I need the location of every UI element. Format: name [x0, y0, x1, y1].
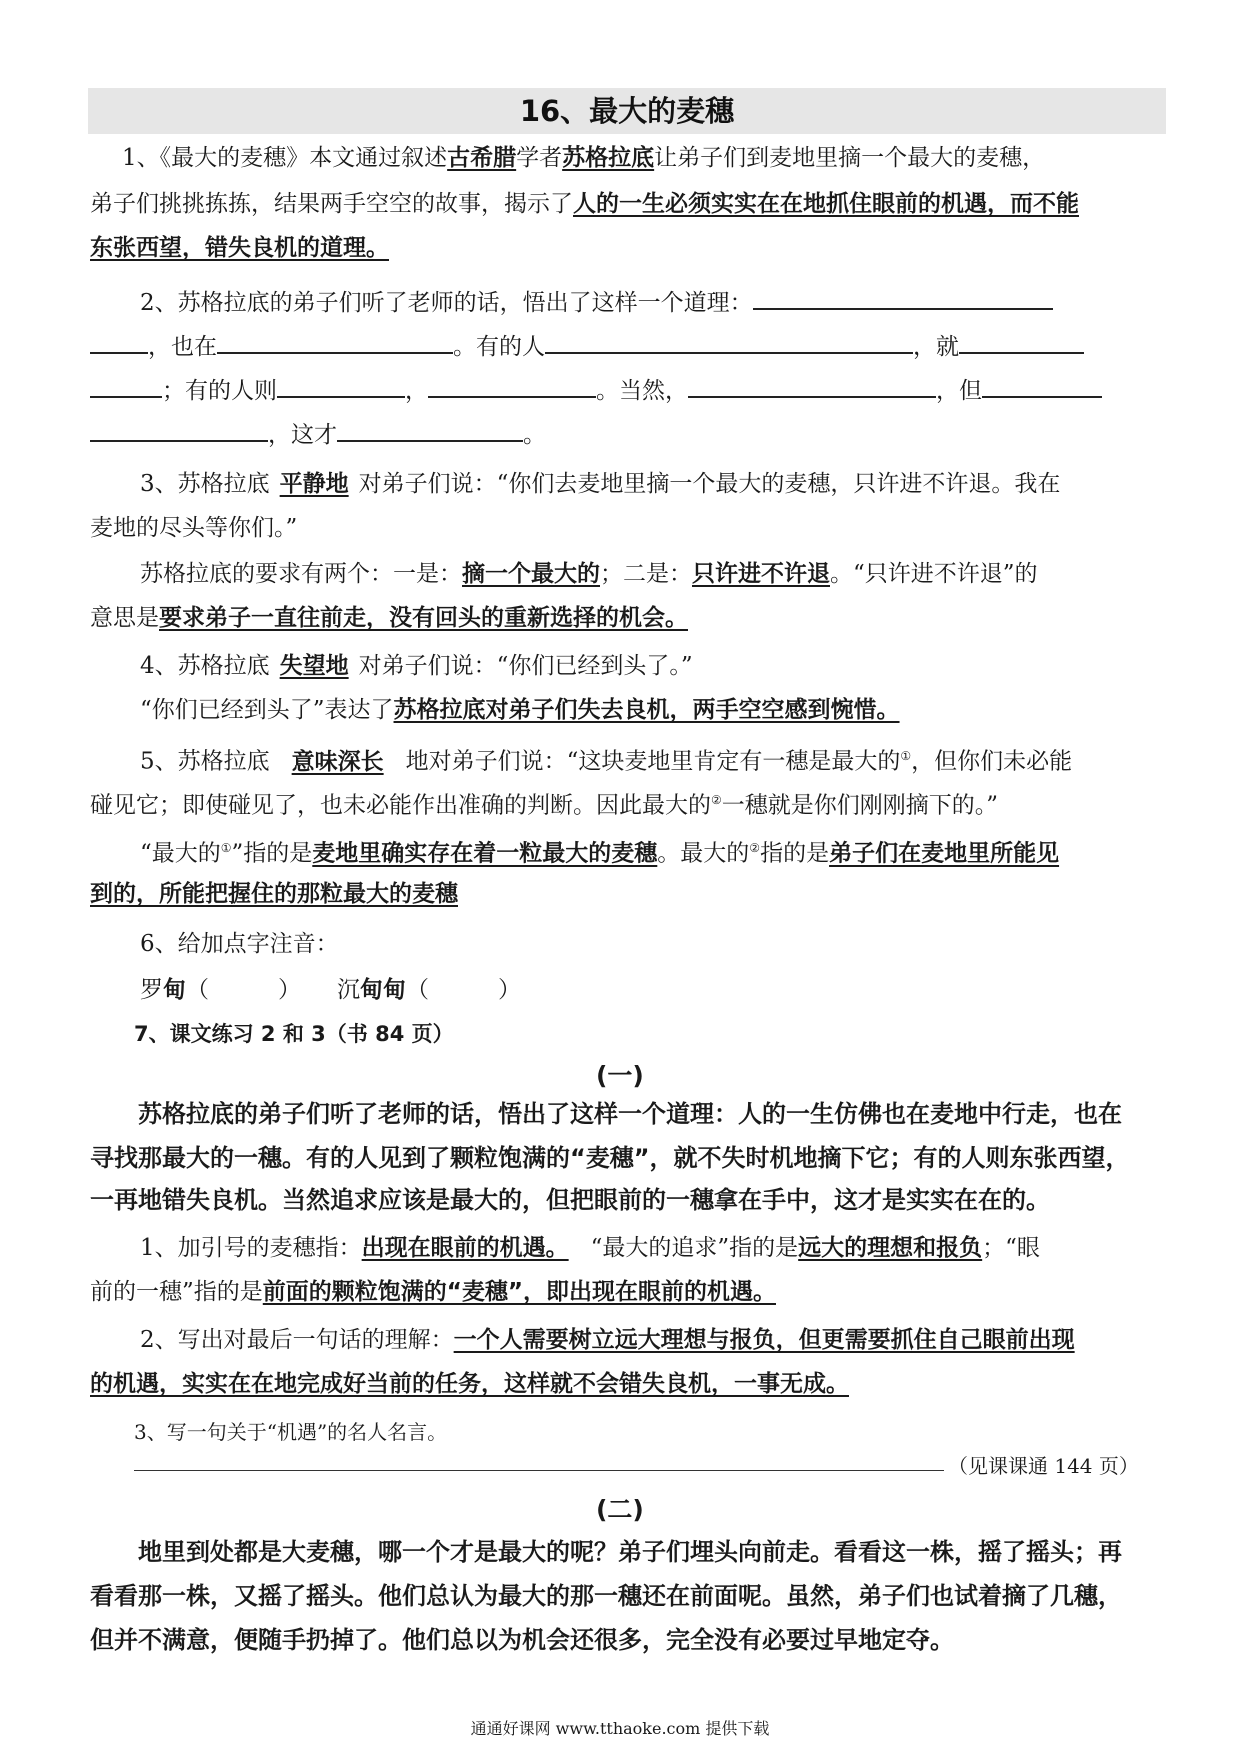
- answer-blank[interactable]: [959, 328, 1084, 354]
- q2-line-3: [90, 372, 1166, 409]
- answer-blank[interactable]: [90, 328, 148, 354]
- answer-blank[interactable]: [982, 372, 1102, 398]
- q3-answer-manner: 平静地: [279, 471, 349, 497]
- section-2-text-line: 看看那一株，又摇了摇头。他们总认为最大的那一穗还在前面呢。虽然，弟子们也试着摘了几穗，: [90, 1582, 1122, 1610]
- q6-word: 罗: [140, 977, 163, 1003]
- answer-blank[interactable]: [277, 372, 405, 398]
- answer-blank[interactable]: [688, 372, 936, 398]
- footnote-mark: ①: [220, 841, 232, 855]
- q3-text: 对弟子们说：“你们去麦地里摘一个最大的麦穗，只许进不许退。我在: [358, 471, 1061, 497]
- q5-text: “最大的: [140, 840, 221, 867]
- q2-line-4: [90, 416, 1166, 453]
- section-1-text-line: 一再地错失良机。当然追求应该是最大的，但把眼前的一穗拿在手中，这才是实实在在的。: [90, 1186, 1050, 1214]
- answer-blank[interactable]: [337, 416, 523, 442]
- s1-q2-answer-cont: 的机遇，实实在在地完成好当前的任务，这样就不会错失良机，一事无成。: [90, 1371, 849, 1397]
- q3-line-4: [90, 600, 1166, 636]
- s1-q1-text: 前的一穗”指的是: [90, 1279, 263, 1305]
- footnote-mark: ①: [900, 749, 912, 763]
- q5-text: 5、苏格拉底: [140, 748, 270, 775]
- q6-line-2: [140, 972, 1216, 1008]
- reference-note: （见课课通 144 页）: [948, 1454, 1139, 1478]
- answer-blank[interactable]: [90, 372, 162, 398]
- q3-answer-meaning: 要求弟子一直往前走，没有回头的重新选择的机会。: [159, 605, 688, 631]
- answer-blank[interactable]: [753, 284, 1053, 310]
- q1-line-2: [90, 186, 1166, 222]
- q6-dotted-char: 甸甸: [360, 977, 406, 1003]
- q2-text: ，这才: [268, 422, 337, 448]
- q3-answer-req1: 摘一个最大的: [462, 561, 600, 587]
- q6-word: 沉: [337, 977, 360, 1003]
- footnote-mark: ②: [711, 793, 722, 807]
- q4-line-2: [140, 692, 1216, 728]
- q2-text: 。有的人: [453, 334, 545, 360]
- q2-text: ，就: [913, 334, 959, 360]
- q6-text: 6、给加点字注音：: [140, 931, 339, 957]
- q5-answer-1: 麦地里确实存在着一粒最大的麦穗: [312, 840, 658, 867]
- q5-answer-2: 弟子们在麦地里所能见: [829, 840, 1060, 867]
- q3-line-1: [140, 466, 1216, 502]
- s1-q2-line-2: [90, 1366, 1166, 1402]
- footer-credit: 通通好课网 www.tthaoke.com 提供下载: [470, 1719, 770, 1738]
- q5-text: 。最大的: [657, 840, 750, 867]
- q5-text: 一穗就是你们刚刚摘下的。”: [721, 792, 999, 819]
- q5-line-1: [140, 738, 1216, 780]
- q3-text: 。“只许进不许退”的: [830, 561, 1038, 587]
- s1-q1-answer-1: 出现在眼前的机遇。: [361, 1235, 569, 1261]
- q2-text: 。: [523, 422, 546, 448]
- s1-q3-answer-line[interactable]: [134, 1470, 944, 1471]
- q1-text: 学者: [516, 145, 563, 171]
- q4-answer-manner: 失望地: [279, 653, 349, 679]
- title-bar: [88, 88, 1166, 134]
- q6-answer-paren[interactable]: （ ）: [186, 977, 301, 1003]
- q1-answer-socrates: 苏格拉底: [562, 145, 655, 171]
- s1-q2-answer: 一个人需要树立远大理想与报负，但更需要抓住自己眼前出现: [453, 1327, 1075, 1353]
- q2-text: 2、苏格拉底的弟子们听了老师的话，悟出了这样一个道理：: [140, 290, 753, 316]
- q4-answer-feeling: 苏格拉底对弟子们失去良机，两手空空感到惋惜。: [393, 697, 900, 723]
- page-title: 16、最大的麦穗: [519, 94, 735, 128]
- answer-blank[interactable]: [545, 328, 913, 354]
- q3-line-3: [140, 556, 1216, 592]
- q5-line-3: [140, 830, 1216, 872]
- q6-line-1: [140, 926, 1216, 962]
- section-1-heading: (一): [596, 1061, 644, 1090]
- section-2-text-line: 但并不满意，便随手扔掉了。他们总以为机会还很多，完全没有必要过早地定夺。: [90, 1626, 954, 1654]
- section-2-text-line: 地里到处都是大麦穗，哪一个才是最大的呢？弟子们埋头向前走。看看这一株，摇了摇头；再: [138, 1538, 1122, 1566]
- q5-answer-2-cont: 到的，所能把握住的那粒最大的麦穗: [90, 881, 458, 907]
- q2-line-1: [140, 284, 1216, 321]
- answer-blank[interactable]: [217, 328, 453, 354]
- q1-text: 弟子们挑挑拣拣，结果两手空空的故事，揭示了: [90, 191, 573, 217]
- s1-q1-line-1: [140, 1230, 1216, 1266]
- q1-answer-moral-cont: 东张西望，错失良机的道理。: [90, 235, 389, 261]
- s1-q3-text: 3、写一句关于“机遇”的名人名言。: [134, 1420, 448, 1444]
- q4-text: 对弟子们说：“你们已经到头了。”: [358, 653, 693, 679]
- q1-line-1: [122, 140, 1198, 176]
- q6-answer-paren[interactable]: （ ）: [406, 977, 521, 1003]
- q5-line-2: [90, 782, 1166, 824]
- q3-text: 3、苏格拉底: [140, 471, 270, 497]
- s1-q2-line-1: [140, 1322, 1216, 1358]
- q1-line-3: [90, 230, 1166, 266]
- q3-text: 意思是: [90, 605, 159, 631]
- s1-q2-text: 2、写出对最后一句话的理解：: [140, 1327, 454, 1353]
- q5-line-4: [90, 876, 1166, 912]
- q4-line-1: [140, 648, 1216, 684]
- answer-blank[interactable]: [428, 372, 596, 398]
- s1-q1-text: ；“眼: [982, 1235, 1040, 1261]
- q1-answer-moral: 人的一生必须实实在在地抓住眼前的机遇，而不能: [573, 191, 1079, 217]
- q5-text: 指的是: [760, 840, 830, 867]
- q1-text: 让弟子们到麦地里摘一个最大的麦穗，: [654, 145, 1046, 171]
- s1-q1-answer-3: 前面的颗粒饱满的“麦穗”，即出现在眼前的机遇。: [262, 1279, 776, 1305]
- s1-q1-text: “最大的追求”指的是: [590, 1235, 799, 1261]
- q7-heading: 7、课文练习 2 和 3（书 84 页）: [134, 1022, 454, 1046]
- q5-answer-manner: 意味深长: [291, 748, 384, 775]
- s1-q1-text: 1、加引号的麦穗指：: [140, 1235, 362, 1261]
- q2-line-2: [90, 328, 1166, 365]
- footnote-mark: ②: [749, 841, 761, 855]
- answer-blank[interactable]: [90, 416, 268, 442]
- s1-q1-line-2: [90, 1274, 1166, 1310]
- q4-text: 4、苏格拉底: [140, 653, 270, 679]
- q4-text: “你们已经到头了”表达了: [140, 697, 394, 723]
- q2-text: ，: [405, 378, 428, 404]
- q1-text: 1、《最大的麦穗》本文通过叙述: [122, 145, 448, 171]
- q2-text: ，也在: [148, 334, 217, 360]
- q2-text: ，但: [936, 378, 982, 404]
- q3-text: 麦地的尽头等你们。”: [90, 515, 298, 541]
- q5-text: 地对弟子们说：“这块麦地里肯定有一穗是最大的: [405, 748, 901, 775]
- q3-answer-req2: 只许进不许退: [692, 561, 830, 587]
- q5-text: 碰见它；即使碰见了，也未必能作出准确的判断。因此最大的: [90, 792, 711, 819]
- section-2-heading: (二): [596, 1495, 644, 1524]
- q6-dotted-char: 甸: [163, 977, 186, 1003]
- s1-q1-answer-2: 远大的理想和报负: [798, 1235, 983, 1261]
- q3-line-2: [90, 510, 1166, 546]
- q2-text: 。当然，: [596, 378, 688, 404]
- q3-text: 苏格拉底的要求有两个：一是：: [140, 561, 462, 587]
- q5-text: ”指的是: [231, 840, 313, 867]
- q5-text: ，但你们未必能: [911, 748, 1073, 775]
- q2-text: ；有的人则: [162, 378, 277, 404]
- section-1-text-line: 苏格拉底的弟子们听了老师的话，悟出了这样一个道理：人的一生仿佛也在麦地中行走，也在: [138, 1100, 1122, 1128]
- q3-text: ；二是：: [600, 561, 692, 587]
- q1-answer-greece: 古希腊: [447, 145, 517, 171]
- section-1-text-line: 寻找那最大的一穗。有的人见到了颗粒饱满的“麦穗”，就不失时机地摘下它；有的人则东张西望，: [90, 1144, 1130, 1172]
